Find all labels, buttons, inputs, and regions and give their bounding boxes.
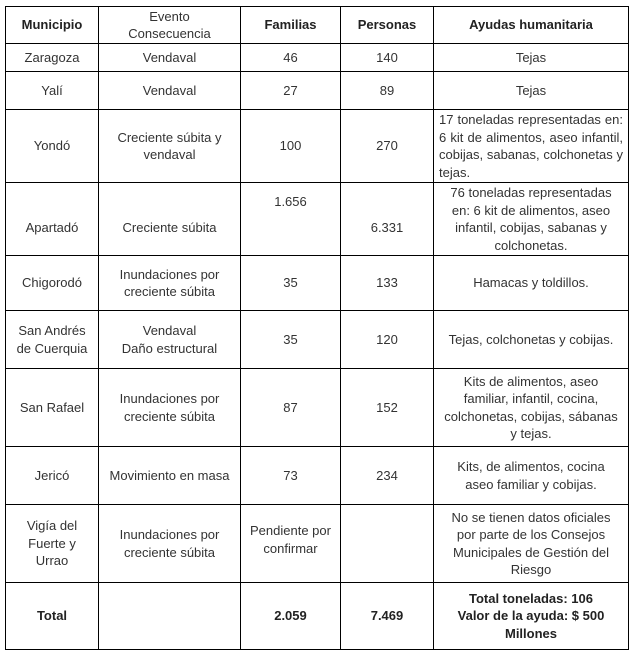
- familias-line: Pendiente por: [250, 523, 331, 538]
- total-personas: 7.469: [341, 583, 434, 650]
- cell-ayudas: [434, 183, 629, 256]
- ayudas-line: familiar, infantil, cocina,: [463, 391, 599, 406]
- header-evento-line2: Consecuencia: [128, 26, 211, 41]
- evento-line: creciente súbita: [123, 408, 216, 424]
- cell-municipio: [6, 183, 99, 256]
- header-municipio: Municipio: [6, 7, 99, 44]
- municipio-line: Urrao: [35, 553, 69, 569]
- cell-personas: [341, 505, 434, 583]
- cell-ayudas: [434, 311, 629, 369]
- cell-evento: [99, 256, 241, 311]
- evento-line: Inundaciones por: [119, 391, 220, 406]
- ayudas-line: Kits, de alimentos, cocina: [457, 459, 605, 474]
- header-evento-line1: Evento: [149, 8, 190, 24]
- cell-familias: [241, 505, 341, 583]
- total-ayudas: [434, 583, 629, 650]
- cell-familias: [241, 311, 341, 369]
- table-row: [6, 505, 629, 583]
- evento-line: Vendaval: [142, 49, 197, 65]
- cell-familias: [241, 110, 341, 183]
- ayudas-line: Kits de alimentos, aseo: [463, 373, 599, 389]
- ayudas-line: colchonetas, cobijas, sábanas: [444, 408, 618, 424]
- ayudas-line: 76 toneladas representadas: [450, 185, 612, 200]
- cell-familias: [241, 183, 341, 256]
- cell-familias: [241, 72, 341, 110]
- humanitarian-aid-table: [5, 6, 629, 650]
- total-familias: 2.059: [241, 583, 341, 650]
- cell-evento: [99, 72, 241, 110]
- table-row: [6, 256, 629, 311]
- table-row: [6, 183, 629, 256]
- cell-municipio: [6, 369, 99, 447]
- header-evento: [99, 7, 241, 44]
- cell-evento: [99, 183, 241, 256]
- municipio-line: Yalí: [41, 82, 63, 98]
- total-label: Total: [6, 583, 99, 650]
- evento-line: Creciente súbita: [122, 220, 217, 236]
- cell-evento: [99, 369, 241, 447]
- cell-ayudas: [434, 44, 629, 72]
- cell-municipio: [6, 447, 99, 505]
- cell-personas: 234: [341, 447, 434, 505]
- total-evento: [99, 583, 241, 650]
- familias-line: confirmar: [263, 540, 318, 556]
- cell-municipio: [6, 505, 99, 583]
- evento-line: Creciente súbita y: [117, 129, 222, 145]
- header-personas: Personas: [341, 7, 434, 44]
- cell-personas: 89: [341, 72, 434, 110]
- municipio-line: Zaragoza: [24, 49, 80, 65]
- ayudas-line: Tejas, colchonetas y cobijas.: [448, 331, 614, 347]
- cell-municipio: [6, 110, 99, 183]
- table-row: [6, 447, 629, 505]
- cell-evento: [99, 44, 241, 72]
- cell-evento: [99, 110, 241, 183]
- ayudas-line: infantil, cobijas, sabanas y: [455, 220, 607, 235]
- cell-ayudas: [434, 369, 629, 447]
- header-ayudas: Ayudas humanitaria: [434, 7, 629, 44]
- evento-line: creciente súbita: [123, 544, 216, 560]
- cell-personas: 6.331: [341, 183, 434, 256]
- cell-personas: 133: [341, 256, 434, 311]
- cell-municipio: [6, 256, 99, 311]
- cell-ayudas: [434, 110, 629, 183]
- cell-evento: [99, 311, 241, 369]
- header-familias: Familias: [241, 7, 341, 44]
- ayudas-line: colchonetas.: [494, 237, 568, 253]
- ayudas-line: en: 6 kit de alimentos, aseo: [451, 202, 611, 218]
- ayudas-line: No se tienen datos oficiales: [451, 509, 611, 525]
- table-row: [6, 110, 629, 183]
- cell-municipio: [6, 311, 99, 369]
- cell-ayudas: [434, 256, 629, 311]
- table-row: [6, 311, 629, 369]
- evento-line: creciente súbita: [123, 284, 216, 299]
- cell-ayudas: [434, 72, 629, 110]
- familias-line: 27: [283, 82, 298, 98]
- ayudas-line: aseo familiar y cobijas.: [465, 476, 597, 492]
- ayudas-line: y tejas.: [510, 426, 552, 441]
- evento-line: vendaval: [143, 147, 196, 162]
- ayudas-line: Tejas: [515, 82, 547, 98]
- evento-line: Vendaval: [142, 323, 197, 338]
- ayudas-line: 17 toneladas representadas en: 6 kit de alimentos, aseo infantil, cobijas, sabanas, colchonetas y tejas.: [439, 112, 623, 180]
- cell-familias: [241, 447, 341, 505]
- cell-evento: [99, 505, 241, 583]
- familias-line: 46: [283, 49, 298, 65]
- cell-ayudas: [434, 447, 629, 505]
- municipio-line: San Andrés: [18, 323, 86, 338]
- total-ayudas-line: Millones: [504, 625, 557, 641]
- evento-line: Vendaval: [142, 82, 197, 98]
- ayudas-line: Municipales de Gestión del: [452, 544, 610, 560]
- municipio-line: Fuerte y: [28, 535, 76, 551]
- cell-familias: [241, 256, 341, 311]
- evento-line: Inundaciones por: [119, 527, 220, 542]
- evento-line: Inundaciones por: [119, 266, 220, 282]
- ayudas-line: Riesgo: [510, 562, 552, 577]
- familias-line: 35: [283, 331, 298, 347]
- municipio-line: Chigorodó: [22, 275, 82, 291]
- evento-line: Daño estructural: [121, 340, 218, 356]
- evento-line: Movimiento en masa: [109, 467, 230, 483]
- cell-familias: [241, 44, 341, 72]
- municipio-line: Jericó: [34, 467, 70, 483]
- familias-line: 1.656: [274, 194, 307, 209]
- cell-personas: 270: [341, 110, 434, 183]
- table-row: [6, 44, 629, 72]
- total-row: [6, 583, 629, 650]
- municipio-line: Vigía del: [26, 518, 78, 534]
- ayudas-line: por parte de los Consejos: [456, 527, 606, 542]
- cell-ayudas: [434, 505, 629, 583]
- table-row: [6, 72, 629, 110]
- cell-personas: 140: [341, 44, 434, 72]
- cell-evento: [99, 447, 241, 505]
- table-row: [6, 369, 629, 447]
- cell-familias: [241, 369, 341, 447]
- ayudas-line: Hamacas y toldillos.: [473, 275, 589, 291]
- municipio-line: Apartadó: [25, 220, 79, 236]
- ayudas-line: Tejas: [515, 49, 547, 65]
- municipio-line: San Rafael: [19, 399, 85, 415]
- cell-municipio: [6, 44, 99, 72]
- familias-line: 35: [283, 275, 298, 291]
- cell-personas: 120: [341, 311, 434, 369]
- municipio-line: Yondó: [33, 138, 71, 154]
- familias-line: 87: [283, 399, 298, 415]
- total-ayudas-line: Valor de la ayuda: $ 500: [457, 608, 605, 624]
- cell-personas: 152: [341, 369, 434, 447]
- familias-line: 100: [279, 138, 302, 154]
- municipio-line: de Cuerquia: [16, 340, 88, 356]
- familias-line: 73: [283, 467, 298, 483]
- total-ayudas-line: Total toneladas: 106: [468, 590, 593, 606]
- header-row: [6, 7, 629, 44]
- cell-municipio: [6, 72, 99, 110]
